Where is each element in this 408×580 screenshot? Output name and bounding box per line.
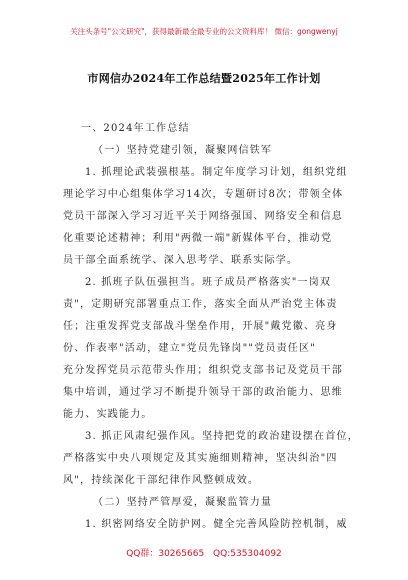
body-line: 员干部全面系统学、深入思考学、联系实际学。: [63, 255, 299, 266]
body-line: （二）坚持严管厚爱，凝聚监管力量: [93, 497, 273, 508]
body-line: 集中培训，通过学习不断提升领导干部的政治能力、思维: [63, 387, 343, 398]
body-line: 理论学习中心组集体学习14次，专题研讨8次；带领全体: [63, 189, 344, 200]
body-line: 能力、实践能力。: [63, 409, 153, 420]
body-line: 风"，持续深化干部纪律作风整顿成效。: [63, 475, 260, 486]
body-line: 充分发挥党员示范带头作用；组织党支部书记及党员干部: [63, 365, 343, 376]
body-line: 3. 抓正风肃纪强作风。坚持把党的政治建设摆在首位，: [85, 431, 359, 442]
body-line: （一）坚持党建引领，凝聚网信铁军: [93, 145, 273, 156]
body-line: 党员干部深入学习习近平关于网络强国、网络安全和信息: [63, 211, 343, 222]
body-line: 份、作表率"活动，建立"党员先锋岗""党员责任区": [63, 343, 316, 354]
body-line: 2. 抓班子队伍强担当。班子成员严格落实"一岗双: [85, 277, 332, 288]
header-notice: 关注头条号"公文研究"，获得最新最全最专业的公文资料库！ 微信：gongwenyj: [70, 27, 338, 36]
document-title: 市网信办2024年工作总结暨2025年工作计划: [87, 72, 321, 85]
document-body: [63, 118, 359, 536]
body-line: 严格落实中央八项规定及其实施细则精神，坚决纠治"四: [63, 453, 338, 464]
body-line: 1. 抓理论武装强根基。制定年度学习计划，组织党组: [85, 167, 348, 178]
body-line: 化重要论述精神；利用"两微一端"新媒体平台，推动党: [63, 233, 333, 244]
footer-contact: [0, 546, 408, 559]
body-line: 责"，定期研究部署重点工作，落实全面从严治党主体责: [63, 299, 338, 310]
body-line: 一、2024年工作总结: [81, 123, 190, 134]
body-line: 1. 织密网络安全防护网。健全完善风险防控机制，威: [85, 519, 348, 530]
body-line: 任；注重发挥党支部战斗堡垒作用，开展"戴党徽、亮身: [63, 321, 338, 332]
qq-group-text: QQ群：30265665: [126, 549, 205, 559]
qq-number-text: QQ:535304092: [213, 549, 282, 559]
